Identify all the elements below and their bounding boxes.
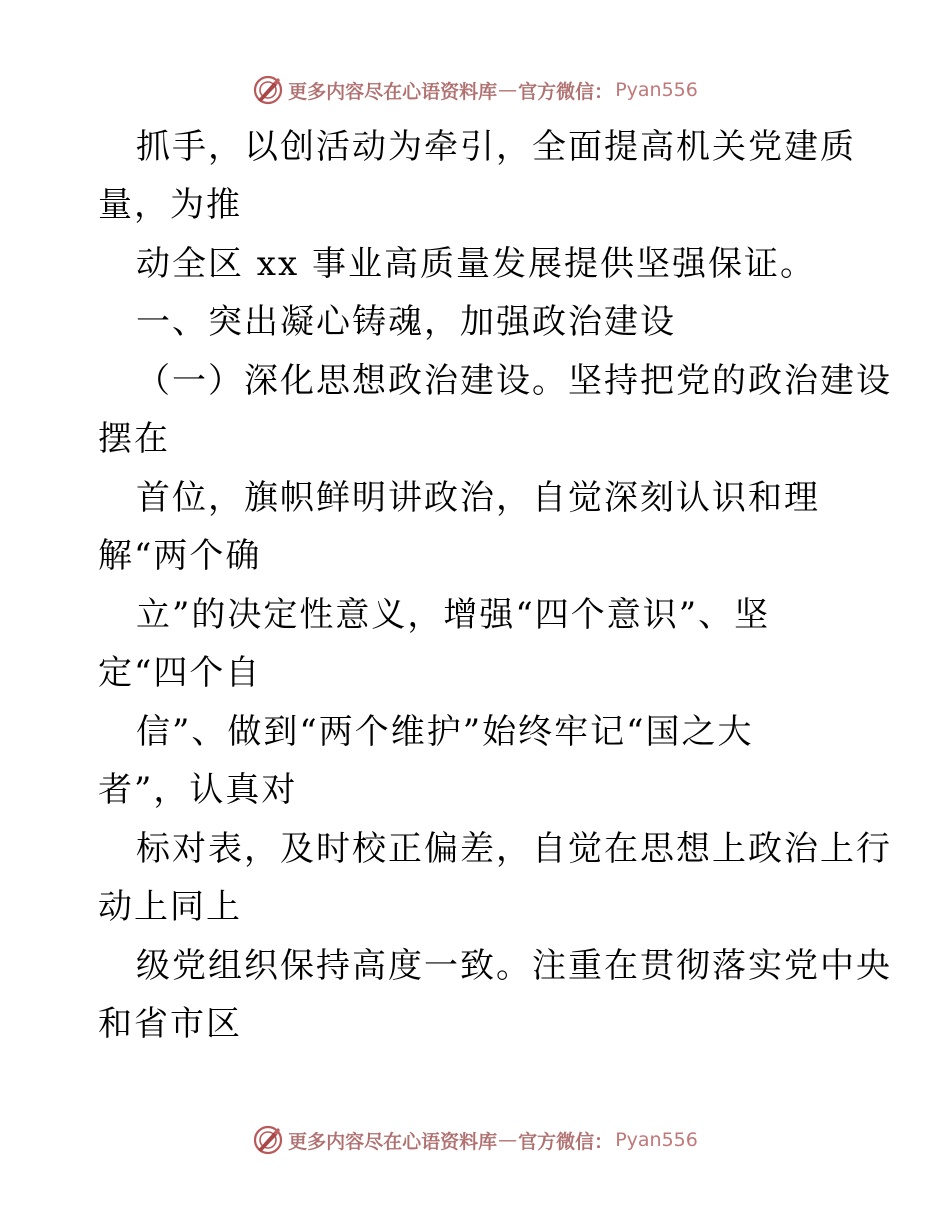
banner-text: 更多内容尽在心语资料库 [288, 1130, 498, 1153]
banner-dash: — [498, 79, 518, 101]
pen-seal-logo-icon [252, 74, 284, 106]
paragraph-line: 动上同上 [98, 887, 242, 927]
paragraph-line: （一）深化思想政治建设。坚持把党的政治建设 [136, 361, 892, 401]
paragraph-line: 立”的决定性意义，增强“四个意识”、坚 [136, 595, 771, 635]
paragraph-line: 动全区 xx 事业高质量发展提供坚强保证。 [136, 244, 816, 284]
banner-dash: — [498, 1129, 518, 1151]
section-heading: 一、突出凝心铸魂，加强政治建设 [136, 302, 676, 342]
paragraph-line: 摆在 [98, 419, 170, 459]
paragraph-line: 抓手，以创活动为牵引，全面提高机关党建质 [136, 127, 856, 167]
pen-seal-logo-icon [252, 1124, 284, 1156]
banner-wechat-label: 官方微信： [518, 1130, 614, 1153]
footer-banner [0, 1120, 950, 1160]
banner-wechat-label: 官方微信： [518, 80, 614, 103]
banner-wechat-id: Pyan556 [615, 79, 698, 101]
paragraph-line: 标对表，及时校正偏差，自觉在思想上政治上行 [136, 829, 892, 869]
banner-wechat-id: Pyan556 [615, 1129, 698, 1151]
banner-text: 更多内容尽在心语资料库 [288, 80, 498, 103]
paragraph-line: 定“四个自 [98, 653, 262, 693]
paragraph-line: 者”，认真对 [98, 770, 298, 810]
paragraph-line: 首位，旗帜鲜明讲政治，自觉深刻认识和理 [136, 478, 820, 518]
paragraph-line: 量，为推 [98, 185, 242, 225]
header-banner [0, 70, 950, 110]
paragraph-line: 和省市区 [98, 1004, 242, 1044]
paragraph-line: 解“两个确 [98, 536, 262, 576]
paragraph-line: 信”、做到“两个维护”始终牢记“国之大 [136, 712, 754, 752]
paragraph-line: 级党组织保持高度一致。注重在贯彻落实党中央 [136, 946, 892, 986]
